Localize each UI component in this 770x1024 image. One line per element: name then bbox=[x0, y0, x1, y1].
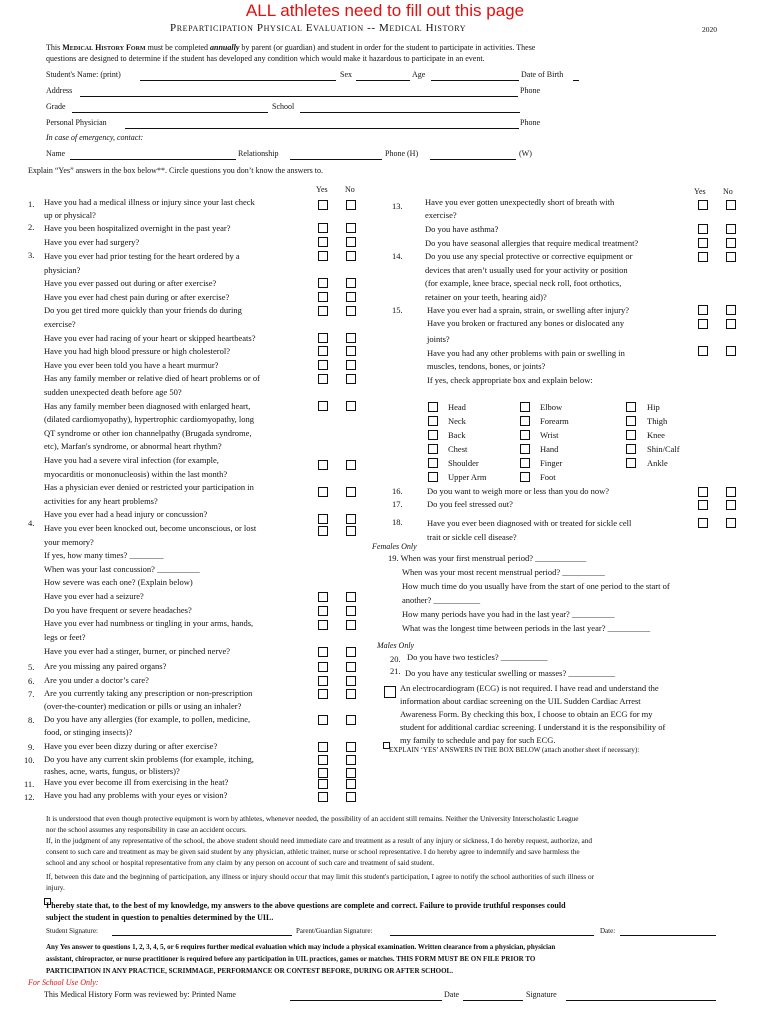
sex-field[interactable] bbox=[356, 80, 410, 81]
body-part-checkbox[interactable] bbox=[520, 416, 530, 426]
question-text: (dilated cardiomyopathy), hypertrophic cardiomyopathy, long bbox=[44, 414, 254, 424]
no-checkbox[interactable] bbox=[726, 319, 736, 329]
question-text: Have you ever had a stinger, burner, or pinched nerve? bbox=[44, 646, 231, 656]
question-text: Do you use any special protective or corrective equipment or bbox=[425, 251, 633, 261]
question-text: Do you feel stressed out? bbox=[427, 499, 513, 509]
question-number: 4. bbox=[28, 518, 35, 528]
yes-checkbox[interactable] bbox=[318, 401, 328, 411]
question-text: Are you under a doctor’s care? bbox=[44, 675, 149, 685]
question-text: activities for any heart problems? bbox=[44, 496, 158, 506]
reviewed-date-label: Date bbox=[444, 990, 460, 999]
body-part-checkbox[interactable] bbox=[626, 458, 636, 468]
question-text: retainer on your teeth, hearing aid)? bbox=[425, 292, 547, 302]
question-text: Have you ever had racing of your heart or skipped heartbeats? bbox=[44, 333, 256, 343]
yes-header-left: Yes bbox=[316, 185, 328, 194]
question-number: 15. bbox=[392, 305, 403, 315]
yes-checkbox[interactable] bbox=[318, 647, 328, 657]
yes-checkbox[interactable] bbox=[318, 333, 328, 343]
question-text: Have you had a medical illness or injury since your last check bbox=[44, 197, 255, 207]
question-text: Do you get tired more quickly than your friends do during bbox=[44, 305, 242, 315]
question-text: rashes, acne, warts, fungus, or blisters)? bbox=[44, 766, 180, 776]
body-part-label: Finger bbox=[540, 458, 563, 468]
no-header-right: No bbox=[723, 187, 733, 196]
yes-checkbox[interactable] bbox=[318, 742, 328, 752]
female-question: 19. When was your first menstrual period? ____________ bbox=[388, 553, 587, 563]
body-part-checkbox[interactable] bbox=[428, 458, 438, 468]
question-text: If yes, check appropriate box and explain below: bbox=[427, 375, 593, 385]
yes-checkbox[interactable] bbox=[318, 292, 328, 302]
question-number: 2. bbox=[28, 222, 35, 232]
question-text: When was your last concussion? __________ bbox=[44, 564, 200, 574]
no-checkbox[interactable] bbox=[346, 606, 356, 616]
no-checkbox[interactable] bbox=[346, 792, 356, 802]
yes-checkbox[interactable] bbox=[318, 306, 328, 316]
no-checkbox[interactable] bbox=[346, 278, 356, 288]
question-text: Has any family member been diagnosed with enlarged heart, bbox=[44, 401, 251, 411]
dob-field[interactable] bbox=[573, 80, 579, 81]
no-checkbox[interactable] bbox=[346, 526, 356, 536]
physician-field[interactable] bbox=[125, 128, 519, 129]
question-text: How severe was each one? (Explain below) bbox=[44, 577, 193, 587]
body-part-checkbox[interactable] bbox=[520, 444, 530, 454]
reviewer-signature-label: Signature bbox=[526, 990, 557, 999]
question-text: Do you want to weigh more or less than you do now? bbox=[427, 486, 610, 496]
ecg-text: Awareness Form. By checking this box, I choose to obtain an ECG for my bbox=[400, 709, 653, 719]
body-part-checkbox[interactable] bbox=[428, 444, 438, 454]
school-use-label: For School Use Only: bbox=[28, 978, 99, 987]
yes-checkbox[interactable] bbox=[318, 460, 328, 470]
question-text: Have you ever gotten unexpectedly short of breath with bbox=[425, 197, 615, 207]
intro-line-2: questions are designed to determine if the student has developed any condition which would make it hazardous to participate in an event. bbox=[46, 54, 485, 63]
no-checkbox[interactable] bbox=[346, 333, 356, 343]
question-text: exercise? bbox=[425, 210, 457, 220]
question-number: 1. bbox=[28, 199, 35, 209]
phone-label: Phone bbox=[520, 86, 540, 95]
yes-checkbox[interactable] bbox=[318, 514, 328, 524]
body-part-checkbox[interactable] bbox=[428, 416, 438, 426]
body-part-checkbox[interactable] bbox=[520, 430, 530, 440]
body-part-label: Neck bbox=[448, 416, 466, 426]
parent-signature-field[interactable] bbox=[390, 935, 594, 936]
student-name-field[interactable] bbox=[140, 80, 336, 81]
question-text: Have you ever passed out during or after exercise? bbox=[44, 278, 217, 288]
no-checkbox[interactable] bbox=[346, 768, 356, 778]
question-text: up or physical? bbox=[44, 210, 96, 220]
yes-checkbox[interactable] bbox=[698, 319, 708, 329]
emergency-label: In case of emergency, contact: bbox=[46, 133, 144, 142]
yes-checkbox[interactable] bbox=[698, 224, 708, 234]
body-part-label: Hand bbox=[540, 444, 559, 454]
question-text: Have you ever been dizzy during or after exercise? bbox=[44, 741, 218, 751]
yes-checkbox[interactable] bbox=[318, 792, 328, 802]
yes-checkbox[interactable] bbox=[698, 305, 708, 315]
physician-phone-label: Phone bbox=[520, 118, 540, 127]
no-checkbox[interactable] bbox=[346, 292, 356, 302]
female-question: How much time do you usually have from the start of one period to the start of bbox=[402, 581, 670, 591]
body-part-checkbox[interactable] bbox=[520, 402, 530, 412]
signature-date-label: Date: bbox=[600, 927, 616, 935]
ecg-text: student for additional cardiac screening. I understand it is the responsibility of bbox=[400, 722, 666, 732]
no-checkbox[interactable] bbox=[346, 592, 356, 602]
explain-box[interactable] bbox=[380, 757, 730, 802]
body-part-label: Shin/Calf bbox=[647, 444, 680, 454]
yes-checkbox[interactable] bbox=[318, 223, 328, 233]
question-text: myocarditis or mononucleosis) within the last month? bbox=[44, 469, 228, 479]
grade-label: Grade bbox=[46, 102, 66, 111]
yes-checkbox[interactable] bbox=[318, 526, 328, 536]
yes-checkbox[interactable] bbox=[318, 360, 328, 370]
body-part-label: Head bbox=[448, 402, 466, 412]
reviewer-signature-field[interactable] bbox=[566, 1000, 716, 1001]
question-text: Have you ever had a sprain, strain, or swelling after injury? bbox=[427, 305, 630, 315]
question-number: 5. bbox=[28, 662, 35, 672]
body-part-label: Foot bbox=[540, 472, 556, 482]
ecg-text: my family to schedule and pay for such ECG. bbox=[400, 735, 556, 745]
no-checkbox[interactable] bbox=[726, 500, 736, 510]
student-signature-label: Student Signature: bbox=[46, 927, 98, 935]
body-part-label: Forearm bbox=[540, 416, 569, 426]
question-text: devices that aren’t usually used for your activity or position bbox=[425, 265, 628, 275]
body-part-label: Wrist bbox=[540, 430, 559, 440]
question-number: 10. bbox=[24, 755, 35, 765]
question-text: Do you have asthma? bbox=[425, 224, 499, 234]
question-text: Have you ever been diagnosed with or treated for sickle cell bbox=[427, 518, 632, 528]
question-text: Have you ever become ill from exercising in the heat? bbox=[44, 777, 229, 787]
question-text: muscles, tendons, bones, or joints? bbox=[427, 361, 546, 371]
no-checkbox[interactable] bbox=[726, 518, 736, 528]
reviewed-date-field[interactable] bbox=[463, 1000, 523, 1001]
body-part-label: Chest bbox=[448, 444, 468, 454]
body-part-label: Ankle bbox=[647, 458, 668, 468]
no-checkbox[interactable] bbox=[346, 237, 356, 247]
question-text: etc), Marfan's syndrome, or abnormal heart rhythm? bbox=[44, 441, 222, 451]
no-checkbox[interactable] bbox=[346, 200, 356, 210]
body-part-label: Elbow bbox=[540, 402, 563, 412]
question-text: (over-the-counter) medication or pills or using an inhaler? bbox=[44, 701, 242, 711]
truth-statement: I hereby state that, to the best of my knowledge, my answers to the above questions are complete and correct. Failure to provide truthful responses could bbox=[46, 901, 566, 910]
question-number: 13. bbox=[392, 201, 403, 211]
no-checkbox[interactable] bbox=[346, 620, 356, 630]
yes-checkbox[interactable] bbox=[318, 676, 328, 686]
question-text: trait or sickle cell disease? bbox=[427, 532, 517, 542]
yes-checkbox[interactable] bbox=[698, 238, 708, 248]
question-text: Do you have any current skin problems (for example, itching, bbox=[44, 754, 254, 764]
yes-checkbox[interactable] bbox=[318, 606, 328, 616]
explain-instruction: Explain “Yes” answers in the box below**. Circle questions you don’t know the answers to. bbox=[28, 166, 323, 175]
question-number: 12. bbox=[24, 792, 35, 802]
reviewed-by-label: This Medical History Form was reviewed by: Printed Name bbox=[44, 990, 236, 999]
legal-text: consent to such care and treatment as may be given said student by any physician, athletic trainer, nurse or school representative. I do hereby agree to indemnify and save harmless the bbox=[46, 847, 580, 856]
body-part-label: Hip bbox=[647, 402, 660, 412]
sex-label: Sex bbox=[340, 70, 352, 79]
question-text: Has a physician ever denied or restricted your participation in bbox=[44, 482, 254, 492]
question-text: Do you have frequent or severe headaches? bbox=[44, 605, 192, 615]
school-label: School bbox=[272, 102, 295, 111]
no-header-left: No bbox=[345, 185, 355, 194]
body-part-checkbox[interactable] bbox=[520, 472, 530, 482]
question-number: 6. bbox=[28, 676, 35, 686]
yes-checkbox[interactable] bbox=[318, 487, 328, 497]
yes-header-right: Yes bbox=[694, 187, 706, 196]
no-checkbox[interactable] bbox=[726, 238, 736, 248]
question-text: physician? bbox=[44, 265, 81, 275]
no-checkbox[interactable] bbox=[346, 715, 356, 725]
question-text: Have you broken or fractured any bones or dislocated any bbox=[427, 318, 625, 328]
no-checkbox[interactable] bbox=[346, 360, 356, 370]
female-question: How many periods have you had in the last year? __________ bbox=[402, 609, 615, 619]
phone-h-label: Phone (H) bbox=[385, 149, 419, 158]
question-text: Have you ever been knocked out, become unconscious, or lost bbox=[44, 523, 257, 533]
question-text: Have you ever had prior testing for the heart ordered by a bbox=[44, 251, 240, 261]
yes-checkbox[interactable] bbox=[318, 620, 328, 630]
form-year: 2020 bbox=[702, 25, 717, 34]
females-only-label: Females Only bbox=[372, 542, 417, 551]
female-question: another? ___________ bbox=[402, 595, 481, 605]
male-question-number: 20. bbox=[390, 654, 401, 664]
question-text: Do you have any allergies (for example, to pollen, medicine, bbox=[44, 714, 251, 724]
clearance-note: PARTICIPATION IN ANY PRACTICE, SCRIMMAGE, PERFORMANCE OR CONTEST BEFORE, DURING OR AFTER SCHOOL. bbox=[46, 967, 453, 975]
yes-checkbox[interactable] bbox=[698, 346, 708, 356]
yes-checkbox[interactable] bbox=[318, 755, 328, 765]
phone-w-label: (W) bbox=[519, 149, 532, 158]
body-part-checkbox[interactable] bbox=[428, 402, 438, 412]
male-question: Do you have any testicular swelling or masses? ___________ bbox=[405, 668, 616, 678]
no-checkbox[interactable] bbox=[726, 224, 736, 234]
yes-checkbox[interactable] bbox=[318, 278, 328, 288]
yes-checkbox[interactable] bbox=[318, 251, 328, 261]
question-text: Have you ever had surgery? bbox=[44, 237, 140, 247]
legal-text: nor the school assumes any responsibility in case an accident occurs. bbox=[46, 825, 247, 834]
body-part-checkbox[interactable] bbox=[626, 430, 636, 440]
question-text: your memory? bbox=[44, 537, 94, 547]
grade-field[interactable] bbox=[72, 112, 268, 113]
question-number: 9. bbox=[28, 742, 35, 752]
body-part-checkbox[interactable] bbox=[520, 458, 530, 468]
age-field[interactable] bbox=[431, 80, 519, 81]
question-text: Have you ever had a seizure? bbox=[44, 591, 144, 601]
question-text: Are you missing any paired organs? bbox=[44, 661, 167, 671]
relationship-label: Relationship bbox=[238, 149, 279, 158]
yes-checkbox[interactable] bbox=[698, 518, 708, 528]
question-text: Have you had high blood pressure or high cholesterol? bbox=[44, 346, 231, 356]
yes-checkbox[interactable] bbox=[318, 768, 328, 778]
clearance-note: Any Yes answer to questions 1, 2, 3, 4, 5, or 6 requires further medical evaluation which may include a physical examination. Written clearance from a physician, physician bbox=[46, 943, 556, 951]
reviewer-name-field[interactable] bbox=[290, 1000, 442, 1001]
no-checkbox[interactable] bbox=[346, 689, 356, 699]
truth-statement: subject the student in question to penalties determined by the UIL. bbox=[46, 913, 274, 922]
yes-checkbox[interactable] bbox=[698, 500, 708, 510]
form-title: Preparticipation Physical Evaluation -- Medical History bbox=[170, 22, 467, 34]
question-text: Are you currently taking any prescription or non-prescription bbox=[44, 688, 253, 698]
question-text: QT syndrome or other ion channelpathy (Brugada syndrome, bbox=[44, 428, 252, 438]
question-number: 11. bbox=[24, 779, 35, 789]
address-label: Address bbox=[46, 86, 73, 95]
no-checkbox[interactable] bbox=[726, 346, 736, 356]
no-checkbox[interactable] bbox=[346, 487, 356, 497]
legal-text: school and any school or hospital representative from any claim by any person on account of such care and treatment of said student. bbox=[46, 858, 435, 867]
parent-signature-label: Parent/Guardian Signature: bbox=[296, 927, 373, 935]
no-checkbox[interactable] bbox=[346, 223, 356, 233]
no-checkbox[interactable] bbox=[346, 647, 356, 657]
question-number: 14. bbox=[392, 251, 403, 261]
no-checkbox[interactable] bbox=[346, 374, 356, 384]
body-part-checkbox[interactable] bbox=[626, 416, 636, 426]
question-text: exercise? bbox=[44, 319, 76, 329]
student-signature-field[interactable] bbox=[112, 935, 292, 936]
no-checkbox[interactable] bbox=[346, 460, 356, 470]
question-number: 3. bbox=[28, 250, 35, 260]
no-checkbox[interactable] bbox=[346, 742, 356, 752]
body-part-checkbox[interactable] bbox=[428, 472, 438, 482]
yes-checkbox[interactable] bbox=[318, 237, 328, 247]
question-text: Has any family member or relative died of heart problems or of bbox=[44, 373, 260, 383]
yes-checkbox[interactable] bbox=[698, 200, 708, 210]
body-part-checkbox[interactable] bbox=[428, 430, 438, 440]
school-field[interactable] bbox=[300, 112, 520, 113]
female-question: When was your most recent menstrual period? __________ bbox=[402, 567, 605, 577]
yes-checkbox[interactable] bbox=[318, 689, 328, 699]
no-checkbox[interactable] bbox=[726, 252, 736, 262]
yes-checkbox[interactable] bbox=[318, 662, 328, 672]
dob-label: Date of Birth bbox=[521, 70, 564, 79]
legal-text: injury. bbox=[46, 883, 65, 892]
no-checkbox[interactable] bbox=[726, 200, 736, 210]
question-text: Have you had a severe viral infection (for example, bbox=[44, 455, 219, 465]
male-question: Do you have two testicles? ___________ bbox=[407, 652, 548, 662]
phone-h-field[interactable] bbox=[430, 159, 516, 160]
contact-name-label: Name bbox=[46, 149, 66, 158]
no-checkbox[interactable] bbox=[726, 487, 736, 497]
yes-checkbox[interactable] bbox=[318, 346, 328, 356]
yes-checkbox[interactable] bbox=[698, 252, 708, 262]
body-part-label: Knee bbox=[647, 430, 665, 440]
question-number: 16. bbox=[392, 486, 403, 496]
ecg-text: An electrocardiogram (ECG) is not required. I have read and understand the bbox=[400, 683, 659, 693]
no-checkbox[interactable] bbox=[346, 346, 356, 356]
question-text: Have you ever had chest pain during or after exercise? bbox=[44, 292, 230, 302]
question-text: Have you ever been told you have a heart murmur? bbox=[44, 360, 219, 370]
no-checkbox[interactable] bbox=[346, 779, 356, 789]
question-text: Do you have seasonal allergies that require medical treatment? bbox=[425, 238, 639, 248]
question-text: joints? bbox=[427, 334, 450, 344]
no-checkbox[interactable] bbox=[346, 755, 356, 765]
legal-text: It is understood that even though protective equipment is worn by athletes, whenever needed, the possibility of an accident still remains. Neither the University Interscholastic League bbox=[46, 814, 579, 823]
clearance-note: assistant, chiropractor, or nurse practitioner is required before any participation in UIL practices, games or matches. THIS FORM MUST BE ON FILE PRIOR TO bbox=[46, 955, 536, 963]
explain-box-label: EXPLAIN ‘YES’ ANSWERS IN THE BOX BELOW (attach another sheet if necessary): bbox=[389, 746, 640, 754]
question-text: sudden unexpected death before age 50? bbox=[44, 387, 182, 397]
yes-checkbox[interactable] bbox=[318, 779, 328, 789]
red-banner: ALL athletes need to fill out this page bbox=[245, 1, 525, 20]
no-checkbox[interactable] bbox=[346, 662, 356, 672]
question-number: 8. bbox=[28, 715, 35, 725]
question-text: legs or feet? bbox=[44, 632, 86, 642]
ecg-text: information about cardiac screening on the UIL Sudden Cardiac Arrest bbox=[400, 696, 641, 706]
question-text: If yes, how many times? ________ bbox=[44, 550, 164, 560]
question-number: 18. bbox=[392, 517, 403, 527]
no-checkbox[interactable] bbox=[346, 251, 356, 261]
males-only-label: Males Only bbox=[377, 641, 415, 650]
contact-name-field[interactable] bbox=[70, 159, 236, 160]
body-part-label: Upper Arm bbox=[448, 472, 487, 482]
yes-checkbox[interactable] bbox=[318, 200, 328, 210]
intro-line-1: This Medical History Form must be completed annually by parent (or guardian) and student in order for the student to participate in activities. These bbox=[46, 43, 536, 52]
question-text: Have you ever had numbness or tingling in your arms, hands, bbox=[44, 618, 254, 628]
yes-checkbox[interactable] bbox=[698, 487, 708, 497]
question-text: (for example, knee brace, special neck roll, foot orthotics, bbox=[425, 278, 622, 288]
female-question: What was the longest time between periods in the last year? __________ bbox=[402, 623, 651, 633]
legal-text: If, in the judgment of any representative of the school, the above student should need immediate care and treatment as a result of any injury or sickness, I do hereby request, authorize, and bbox=[46, 836, 593, 845]
age-label: Age bbox=[412, 70, 426, 79]
question-number: 17. bbox=[392, 499, 403, 509]
address-field[interactable] bbox=[80, 96, 518, 97]
yes-checkbox[interactable] bbox=[318, 715, 328, 725]
question-text: Have you ever had a head injury or concussion? bbox=[44, 509, 208, 519]
no-checkbox[interactable] bbox=[346, 401, 356, 411]
body-part-label: Shoulder bbox=[448, 458, 479, 468]
question-text: food, or stinging insects)? bbox=[44, 727, 133, 737]
no-checkbox[interactable] bbox=[346, 676, 356, 686]
legal-text: If, between this date and the beginning of participation, any illness or injury should occur that may limit this student's participation, I agree to notify the school authorities of such illness or bbox=[46, 872, 595, 881]
question-text: Have you had any problems with your eyes or vision? bbox=[44, 790, 228, 800]
body-part-checkbox[interactable] bbox=[626, 402, 636, 412]
question-text: Have you been hospitalized overnight in the past year? bbox=[44, 223, 231, 233]
relationship-field[interactable] bbox=[290, 159, 382, 160]
physician-label: Personal Physician bbox=[46, 118, 107, 127]
body-part-label: Back bbox=[448, 430, 466, 440]
question-text: Have you had any other problems with pain or swelling in bbox=[427, 348, 625, 358]
yes-checkbox[interactable] bbox=[318, 374, 328, 384]
no-checkbox[interactable] bbox=[346, 306, 356, 316]
body-part-checkbox[interactable] bbox=[626, 444, 636, 454]
ecg-opt-in-checkbox[interactable] bbox=[384, 686, 396, 698]
question-number: 7. bbox=[28, 689, 35, 699]
yes-checkbox[interactable] bbox=[318, 592, 328, 602]
male-question-number: 21. bbox=[390, 666, 401, 676]
no-checkbox[interactable] bbox=[346, 514, 356, 524]
no-checkbox[interactable] bbox=[726, 305, 736, 315]
student-name-label: Student's Name: (print) bbox=[46, 70, 121, 79]
body-part-label: Thigh bbox=[647, 416, 668, 426]
signature-date-field[interactable] bbox=[620, 935, 716, 936]
